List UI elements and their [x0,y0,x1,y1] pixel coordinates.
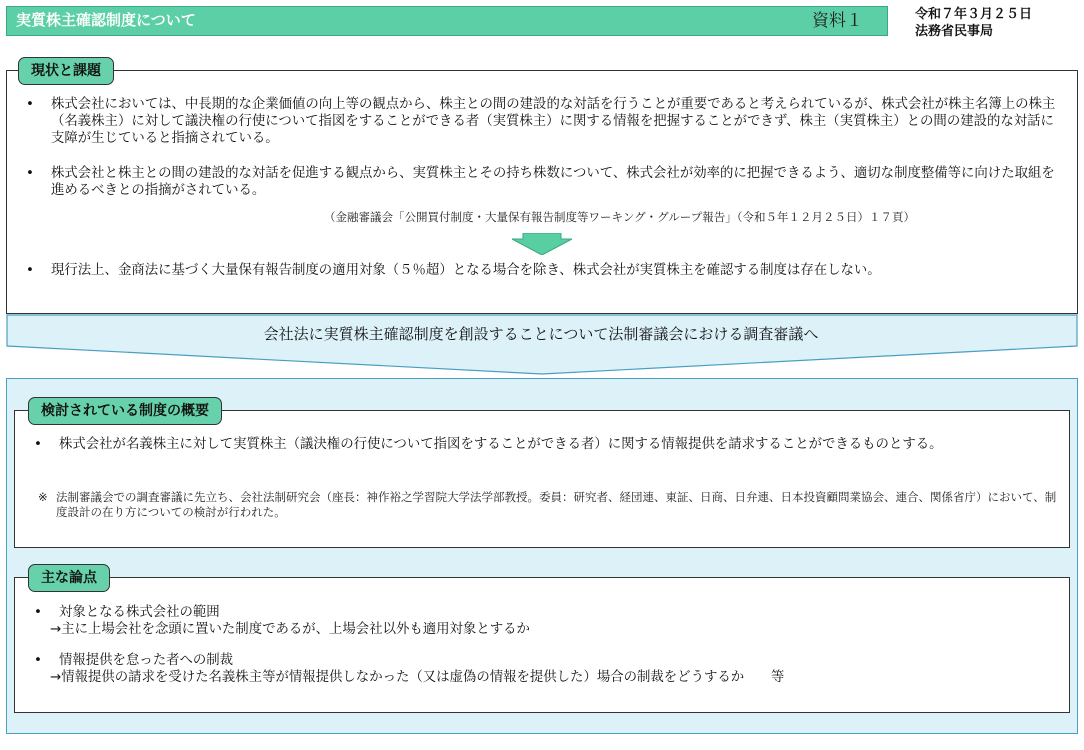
footnote [38,490,1058,520]
header-date: 令和７年３月２５日 [915,7,1033,22]
list-item [34,604,1060,638]
system-overview-box [14,410,1070,548]
issue-label: 対象となる株式会社の範囲 [59,605,220,620]
list-item [26,165,1066,199]
system-overview-tab: 検討されている制度の概要 [28,397,222,425]
banner-text: 会社法に実質株主確認制度を創設することについて法制審議会における調査審議へ [263,325,819,343]
issue-label: 情報提供を怠った者への制裁 [59,653,234,668]
header-date-block [915,6,1032,40]
header-org: 法務省民事局 [915,24,994,39]
footnote-text: 法制審議会での調査審議に先立ち、会社法制研究会（座長：神作裕之学習院大学法学部教授。委員：研究者、経団連、東証、日商、日弁連、日本投資顧問業協会、連合、関係省庁）において、制度設計の在り方についての検討が行われた。 [56,490,1057,519]
bullet-glyph: • [34,605,42,620]
list-item [26,96,1066,147]
footnote-mark: ※ [38,490,48,504]
bullet-text: 株式会社と株主との間の建設的な対話を促進する観点から、実質株主とその持ち株数について、株式会社が効率的に把握できるよう、適切な制度整備等に向けた取組を進めるべきとの指摘がされている。 [51,166,1055,198]
list-item [34,652,1060,686]
bullet-glyph: • [26,97,34,112]
document-label: 資料１ [812,11,863,31]
bullet-glyph: • [26,166,34,181]
main-issues-tab: 主な論点 [28,564,110,592]
issue-detail: →情報提供の請求を受けた名義株主等が情報提供しなかった（又は虚偽の情報を提供した）場合の制裁をどうするか 等 [50,670,785,685]
issue-detail: →主に上場会社を念頭に置いた制度であるが、上場会社以外も適用対象とするか [50,622,530,637]
list-item [34,436,1060,453]
main-issues-box [14,577,1070,713]
bullet-text: 株式会社が名義株主に対して実質株主（議決権の行使について指図をすることができる者）に関する情報提供を請求することができるものとする。 [59,437,943,452]
bullet-text: 株式会社においては、中長期的な企業価値の向上等の観点から、株主との間の建設的な対話を行うことが重要であると考えられているが、株式会社が株主名簿上の株主（名義株主）に対して議決権の行使について指図をすることができる者（実質株主）に関する情報を把握することができず、株主（実質株主）との間の建設的な対話に支障が生じていると指摘されている。 [51,97,1056,146]
current-issues-tab: 現状と課題 [18,57,114,85]
down-arrow-icon [512,233,572,255]
bullet-text: 現行法上、金商法に基づく大量保有報告制度の適用対象（５％超）となる場合を除き、株式会社が実質株主を確認する制度は存在しない。 [51,263,881,278]
citation: （金融審議会「公開買付制度・大量保有報告制度等ワーキング・グループ報告」（令和５年１２月２５日）１７頁） [324,210,915,224]
list-item [26,262,1066,279]
current-issues-top-border [6,70,1078,71]
bullet-glyph: • [26,263,34,278]
page-title: 実質株主確認制度について [16,11,196,29]
bullet-glyph: • [34,437,42,452]
bullet-glyph: • [34,653,42,668]
